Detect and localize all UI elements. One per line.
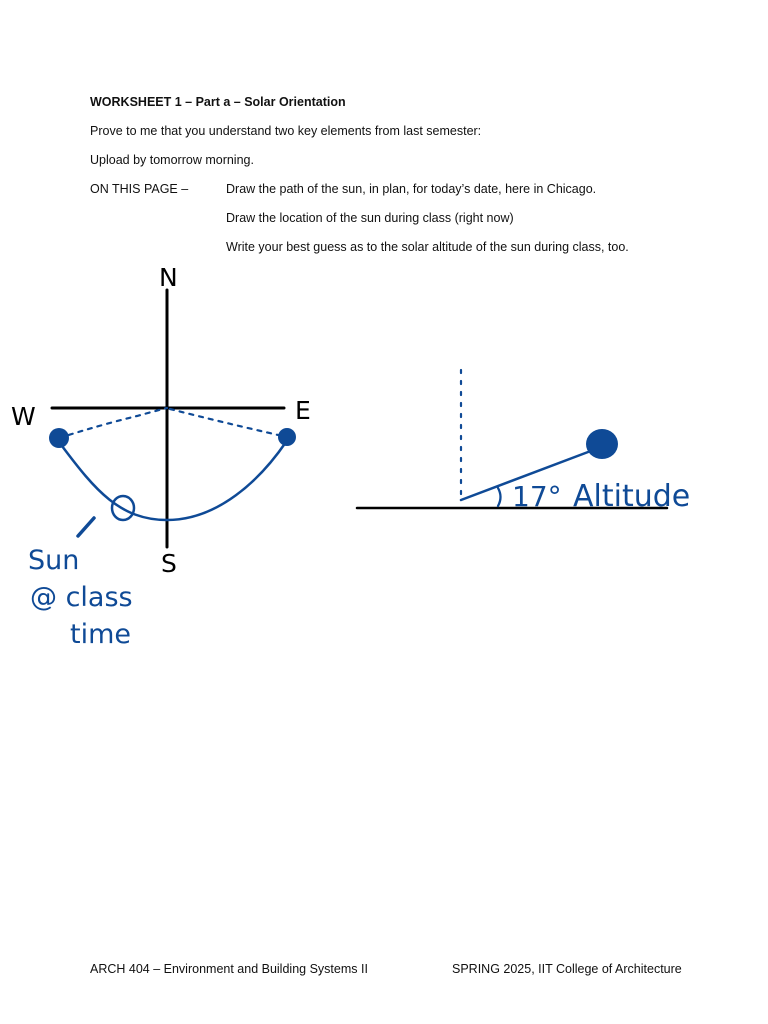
south-label: S [161, 549, 177, 578]
note-time: time [70, 619, 132, 650]
angle-arc-icon [498, 488, 501, 506]
handwritten-sketches [0, 250, 768, 670]
altitude-angle: 17° [512, 480, 562, 513]
instruction-sun-path: Draw the path of the sun, in plan, for today’s date, here in Chicago. [226, 182, 597, 196]
worksheet-title: WORKSHEET 1 – Part a – Solar Orientation [90, 95, 346, 109]
altitude-sketch [357, 370, 690, 514]
instruction-solar-altitude: Write your best guess as to the solar altitude of the sun during class, too. [226, 240, 629, 254]
instruction-sun-location: Draw the location of the sun during class (right now) [226, 211, 514, 225]
sun-path-arc [62, 442, 286, 520]
course-footer: ARCH 404 – Environment and Building Systems II [90, 962, 368, 976]
note-sun: Sun [28, 545, 80, 576]
sunrise-point-icon [278, 428, 296, 446]
sunset-point-icon [49, 428, 69, 448]
upload-text: Upload by tomorrow morning. [90, 153, 254, 167]
class-time-arrow-icon [78, 518, 94, 536]
sunset-azimuth-dotted-line [59, 408, 167, 438]
sunrise-azimuth-dotted-line [170, 409, 287, 437]
intro-text: Prove to me that you understand two key elements from last semester: [90, 124, 482, 138]
altitude-label: Altitude [573, 479, 691, 514]
sun-position-icon [586, 429, 618, 459]
west-label: W [11, 402, 36, 431]
note-at-class: @ class [30, 582, 133, 613]
term-footer: SPRING 2025, IIT College of Architecture [452, 962, 682, 976]
page-label: ON THIS PAGE – [90, 182, 189, 196]
north-label: N [159, 263, 178, 292]
east-label: E [295, 396, 311, 425]
plan-sketch [11, 263, 311, 650]
